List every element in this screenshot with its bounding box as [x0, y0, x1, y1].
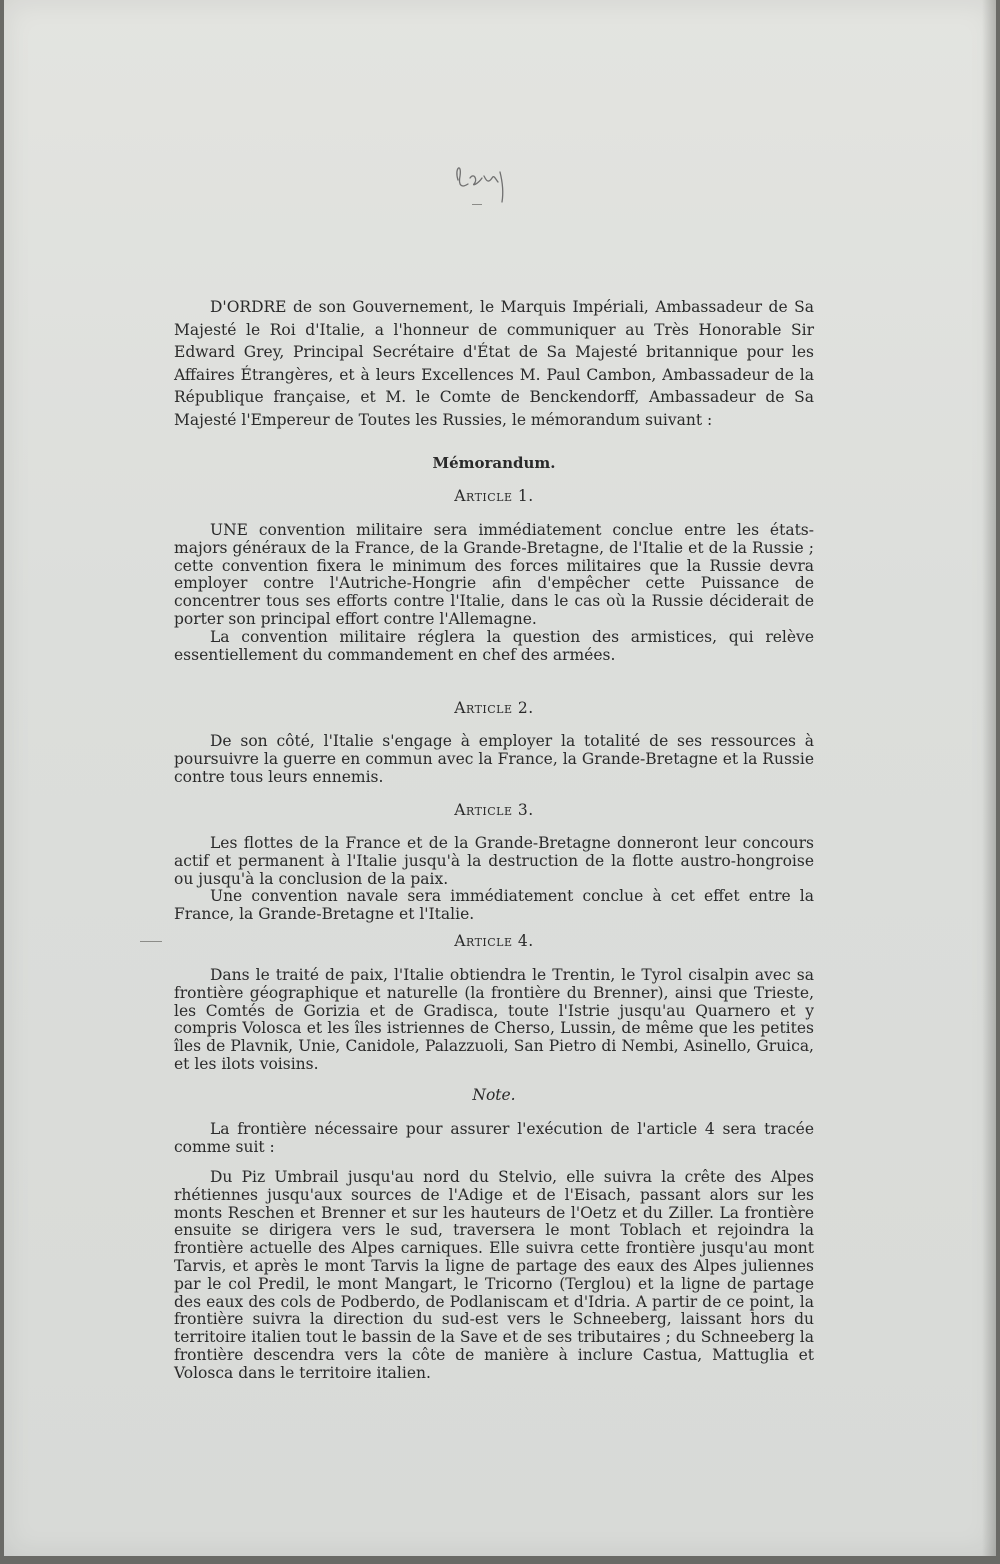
note-paragraph-1: La frontière nécessaire pour assurer l'exécution de l'article 4 sera tracée comme suit : — [174, 1120, 814, 1156]
page-edge-shadow — [982, 0, 996, 1556]
article-2-heading: Article 2. — [454, 699, 534, 717]
intro-paragraph — [174, 296, 814, 432]
article-3-body — [174, 835, 814, 924]
note-paragraph-2: Du Piz Umbrail jusqu'au nord du Stelvio, elle suivra la crête des Alpes rhétiennes jusqu'aux sources de l'Adige et de l'Eisach, passant alors sur les monts Reschen et Brenner et sur les hauteurs de l'Oetz et du Ziller. La frontière ensuite se dirigera vers le sud, traversera le mont Toblach et rejoindra la frontière actuelle des Alpes carniques. Elle suivra cette frontière jusqu'au mont Tarvis, et après le mont Tarvis la ligne de partage des eaux des Alpes juliennes par le col Predil, le mont Mangart, le Tricorno (Terglou) et la ligne de partage des eaux des cols de Podberdo, de Podlaniscam et d'Idria. A partir de ce point, la frontière suivra la direction du sud-est vers le Schneeberg, laissant hors du territoire italien tout le bassin de la Save et de ses tributaires ; du Schneeberg la frontière descendra vers la côte de manière à inclure Castua, Mattuglia et Volosca dans le territoire italien. — [174, 1168, 814, 1382]
article-3-heading: Article 3. — [454, 801, 534, 819]
note-intro — [174, 1121, 814, 1157]
article-2-body — [174, 733, 814, 786]
article-4-heading: Article 4. — [454, 932, 534, 950]
article-4-body — [174, 967, 814, 1074]
article-2-paragraph-1: De son côté, l'Italie s'engage à employer la totalité de ses ressources à poursuivre la guerre en commun avec la France, la Grande-Bretagne et la Russie contre tous leurs ennemis. — [174, 732, 814, 786]
note-boundary — [174, 1169, 814, 1383]
article-1-paragraph-2: La convention militaire réglera la question des armistices, qui relève essentiellement du commandement en chef des armées. — [174, 627, 814, 664]
document-page — [4, 0, 996, 1556]
pencil-mark — [472, 204, 482, 205]
article-1-body — [174, 522, 814, 664]
article-1-heading: Article 1. — [454, 487, 534, 505]
article-3-paragraph-2: Une convention navale sera immédiatement conclue à cet effet entre la France, la Grande-Bretagne et l'Italie. — [174, 887, 814, 924]
margin-dash — [140, 941, 162, 942]
article-3-paragraph-1: Les flottes de la France et de la Grande-Bretagne donneront leur concours actif et permanent à l'Italie jusqu'à la destruction de la flotte austro-hongroise ou jusqu'à la conclusion de la paix. — [174, 834, 814, 888]
note-heading: Note. — [472, 1086, 516, 1104]
article-4-paragraph-1: Dans le traité de paix, l'Italie obtiendra le Trentin, le Tyrol cisalpin avec sa frontière géographique et naturelle (la frontière du Brenner), ainsi que Trieste, les Comtés de Gorizia et de Gradisca, toute l'Istrie jusqu'au Quarnero et y compris Volosca et les îles istriennes de Cherso, Lussin, de même que les petites îles de Plavnik, Unie, Canidole, Palazzuoli, San Pietro di Nembi, Asinello, Gruica, et les ilots voisins. — [174, 966, 814, 1073]
memorandum-title: Mémorandum. — [432, 454, 556, 472]
article-1-paragraph-1: UNE convention militaire sera immédiatement conclue entre les états-majors généraux de la France, de la Grande-Bretagne, de l'Italie et de la Russie ; cette convention fixera le minimum des forces militaires que la Russie devra employer contre l'Autriche-Hongrie afin d'empêcher cette Puissance de concentrer tous ses efforts contre l'Italie, dans le cas où la Russie déciderait de porter son principal effort contre l'Allemagne. — [174, 521, 814, 628]
intro-text: D'ORDRE de son Gouvernement, le Marquis Impériali, Ambassadeur de Sa Majesté le Roi d'Italie, a l'honneur de communiquer au Très Honorable Sir Edward Grey, Principal Secrétaire d'État de Sa Majesté britannique pour les Affaires Étrangères, et à leurs Excellences M. Paul Cambon, Ambassadeur de la République française, et M. le Comte de Benckendorff, Ambassadeur de Sa Majesté l'Empereur de Toutes les Russies, le mémorandum suivant : — [174, 298, 814, 429]
handwritten-annotation-grey — [452, 150, 522, 212]
